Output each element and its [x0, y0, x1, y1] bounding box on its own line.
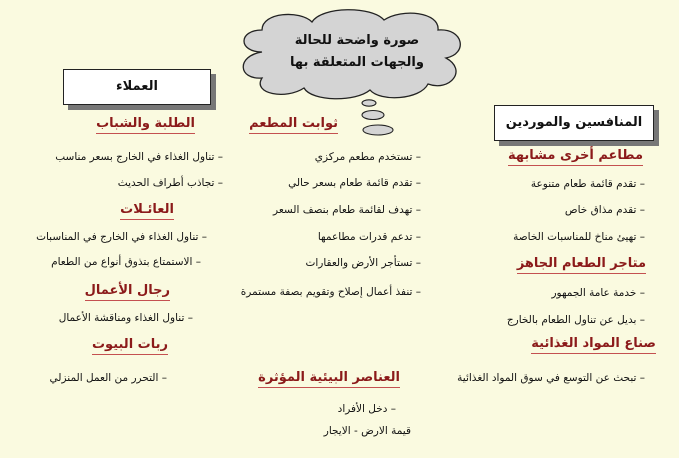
- category-restaurant: ثوابت المطعم: [249, 116, 338, 134]
- customers-box: [63, 69, 211, 105]
- environment-item-1: – دخل الأفراد: [337, 403, 396, 415]
- thought-bubble-large: [363, 125, 393, 135]
- similar-item-1: – تقدم قائمة طعام متنوعة: [530, 178, 645, 190]
- restaurant-item-2: – تقدم قائمة طعام بسعر حالي: [288, 177, 421, 189]
- housewives-item-1: – التحرر من العمل المنزلي: [49, 372, 167, 384]
- competitors-box: [494, 105, 654, 141]
- ready-food-item-2: – بديل عن تناول الطعام بالخارج: [506, 314, 645, 326]
- customers-box-label: العملاء: [116, 79, 158, 94]
- restaurant-item-6: – تنفذ أعمال إصلاح وتقويم بصفة مستمرة: [240, 286, 421, 298]
- category-ready-food: متاجر الطعام الجاهز: [517, 256, 646, 274]
- category-manufacturers: صناع المواد الغذائية: [531, 336, 656, 354]
- ready-food-item-1: – خدمة عامة الجمهور: [551, 287, 645, 299]
- cloud-line-1: صورة واضحة للحالة: [294, 33, 420, 48]
- category-similar-restaurants: مطاعم أخرى مشابهة: [508, 148, 643, 166]
- environment-item-2: قيمة الارض - الايجار: [323, 425, 411, 437]
- families-item-2: – الاستمتاع بتذوق أنواع من الطعام: [51, 256, 201, 268]
- category-business: رجال الأعمال: [85, 283, 170, 301]
- business-item-1: – تناول الغذاء ومناقشة الأعمال: [58, 312, 193, 324]
- category-housewives: ربات البيوت: [92, 337, 168, 355]
- restaurant-item-3: – تهدف لقائمة طعام بنصف السعر: [273, 204, 421, 216]
- students-item-1: – تناول الغذاء في الخارج بسعر مناسب: [55, 151, 223, 163]
- cloud-text: [262, 30, 452, 74]
- restaurant-item-4: – تدعم قدرات مطاعمها: [317, 231, 421, 243]
- manufacturers-item-1: – تبحث عن التوسع في سوق المواد الغذائية: [457, 372, 645, 384]
- category-students: الطلبة والشباب: [96, 116, 195, 134]
- thought-bubble-small: [362, 100, 376, 106]
- category-environment: العناصر البيئية المؤثرة: [258, 370, 400, 388]
- similar-item-2: – تقدم مذاق خاص: [564, 204, 645, 216]
- restaurant-item-1: – تستخدم مطعم مركزي: [314, 151, 421, 163]
- students-item-2: – تجاذب أطراف الحديث: [117, 177, 223, 189]
- competitors-box-label: المنافسين والموردين: [505, 115, 643, 130]
- category-families: العائـلات: [120, 202, 174, 220]
- families-item-1: – تناول الغذاء في الخارج في المناسبات: [36, 231, 207, 243]
- similar-item-3: – تهيئ مناخ للمناسبات الخاصة: [513, 231, 645, 243]
- restaurant-item-5: – تستأجر الأرض والعقارات: [305, 257, 421, 269]
- cloud-line-2: والجهات المتعلقة بها: [290, 55, 424, 70]
- thought-bubble-medium: [362, 111, 384, 120]
